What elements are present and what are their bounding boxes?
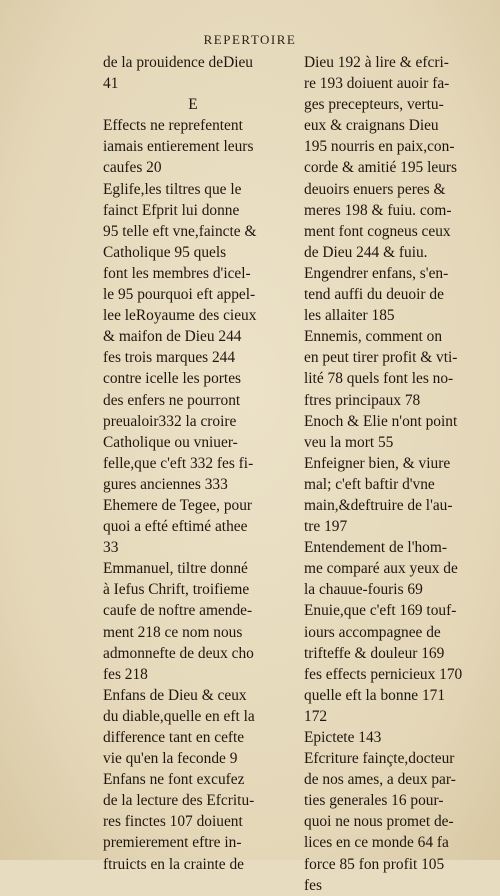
index-line: en peut tirer profit & vti- xyxy=(304,349,458,367)
index-line: felle,que c'eft 332 fes fi- xyxy=(103,454,254,472)
index-line: corde & amitié 195 leurs xyxy=(304,159,458,177)
index-line: preualoir332 la croire xyxy=(103,412,237,430)
index-line: fes effects pernicieux 170 xyxy=(304,665,463,683)
index-line: Enuie,que c'eft 169 touf- xyxy=(304,602,457,620)
index-line: lee leRoyaume des cieux xyxy=(103,307,257,325)
index-line: ftres principaux 78 xyxy=(304,391,421,409)
index-line: 195 nourris en paix,con- xyxy=(304,138,455,156)
index-line: ment font cogneus ceux xyxy=(304,222,451,240)
index-line: de la lecture des Efcritu- xyxy=(103,792,255,810)
index-line: & maifon de Dieu 244 xyxy=(103,328,242,346)
index-line: re 193 doiuent auoir fa- xyxy=(304,75,450,93)
index-line: fes xyxy=(304,876,322,894)
index-line: tend auffi du deuoir de xyxy=(304,286,444,304)
index-line: premierement eftre in- xyxy=(103,834,242,852)
index-line: du diable,quelle en eft la xyxy=(103,707,255,725)
index-line: caufes 20 xyxy=(103,159,162,177)
index-line: force 85 fon profit 105 xyxy=(304,855,445,873)
index-line: eux & craignans Dieu xyxy=(304,117,439,135)
index-column-right xyxy=(304,52,477,896)
index-line: ges precepteurs, vertu- xyxy=(304,96,444,114)
index-line: ties generales 16 pour- xyxy=(304,792,444,810)
index-line: ftruicts en la crainte de xyxy=(103,855,245,873)
index-column-left xyxy=(103,52,283,875)
index-line: me comparé aux yeux de xyxy=(304,560,458,578)
index-line: 33 xyxy=(103,539,119,557)
index-line: le 95 pourquoi eft appel- xyxy=(103,286,256,304)
index-line: meres 198 & fuiu. com- xyxy=(304,201,452,219)
index-line: quelle eft la bonne 171 xyxy=(304,686,446,704)
index-line: fainct Efprit lui donne xyxy=(103,201,240,219)
index-line: font les membres d'icel- xyxy=(103,264,251,282)
index-line: des enfers ne pourront xyxy=(103,391,241,409)
index-line: Enoch & Elie n'ont point xyxy=(304,412,458,430)
index-line: les allaiter 185 xyxy=(304,307,395,325)
index-line: Engendrer enfans, s'en- xyxy=(304,264,449,282)
index-line: tre 197 xyxy=(304,518,348,536)
index-line: veu la mort 55 xyxy=(304,433,394,451)
running-header: REPERTOIRE xyxy=(203,32,297,47)
index-line: quoi a efté eftimé athee xyxy=(103,518,248,536)
index-line: main,&deftruire de l'au- xyxy=(304,496,453,514)
index-line: Epictete 143 xyxy=(304,729,382,746)
index-line: iamais entierement leurs xyxy=(103,138,254,156)
index-line: de nos ames, a deux par- xyxy=(304,771,456,789)
index-line: admonnefte de deux cho xyxy=(103,644,254,662)
index-line: ment 218 ce nom nous xyxy=(103,623,243,641)
index-line: quoi ne nous promet de- xyxy=(304,813,454,831)
index-line: Catholique 95 quels xyxy=(103,243,227,261)
index-line: res finctes 107 doiuent xyxy=(103,813,243,831)
index-line: lices en ce monde 64 fa xyxy=(304,834,449,852)
index-line: trifteffe & douleur 169 xyxy=(304,644,445,662)
index-line: de Dieu 244 & fuiu. xyxy=(304,243,428,261)
index-line: fes 218 xyxy=(103,665,148,683)
index-line: Effects ne reprefentent xyxy=(103,117,243,135)
index-line: Catholique ou vniuer- xyxy=(103,433,238,451)
index-line: de la prouidence deDieu xyxy=(103,54,253,71)
index-line: Eglife,les tiltres que le xyxy=(103,180,242,198)
index-line: Ennemis, comment on xyxy=(304,328,443,346)
index-line: Enfeigner bien, & viure xyxy=(304,454,451,472)
index-line: vie qu'en la feconde 9 xyxy=(103,750,238,768)
index-line: iours accompagnee de xyxy=(304,623,441,641)
index-line: la chauue-fouris 69 xyxy=(304,581,423,599)
index-line: contre icelle les portes xyxy=(103,370,242,388)
index-line: 41 xyxy=(103,75,119,93)
index-line: 95 telle eft vne,faincte & xyxy=(103,222,257,240)
index-line: difference tant en cefte xyxy=(103,729,245,746)
index-line: deuoirs enuers peres & xyxy=(304,180,446,198)
index-line: Efcriture fainçte,docteur xyxy=(304,750,455,768)
index-line: à Iefus Chrift, troifieme xyxy=(103,581,250,599)
index-line: Ehemere de Tegee, pour xyxy=(103,496,253,514)
index-line: Entendement de l'hom- xyxy=(304,539,447,557)
index-line: Emmanuel, tiltre donné xyxy=(103,560,248,578)
index-line: Dieu 192 à lire & efcri- xyxy=(304,54,449,71)
index-line: mal; c'eft baftir d'vne xyxy=(304,475,435,493)
index-line: fes trois marques 244 xyxy=(103,349,236,367)
index-line: E xyxy=(188,96,198,114)
index-line: gures anciennes 333 xyxy=(103,475,228,493)
index-line: Enfans de Dieu & ceux xyxy=(103,686,247,704)
index-line: Enfans ne font excufez xyxy=(103,771,245,789)
index-line: caufe de noftre amende- xyxy=(103,602,253,620)
index-line: lité 78 quels font les no- xyxy=(304,370,454,388)
index-line: 172 xyxy=(304,707,328,725)
